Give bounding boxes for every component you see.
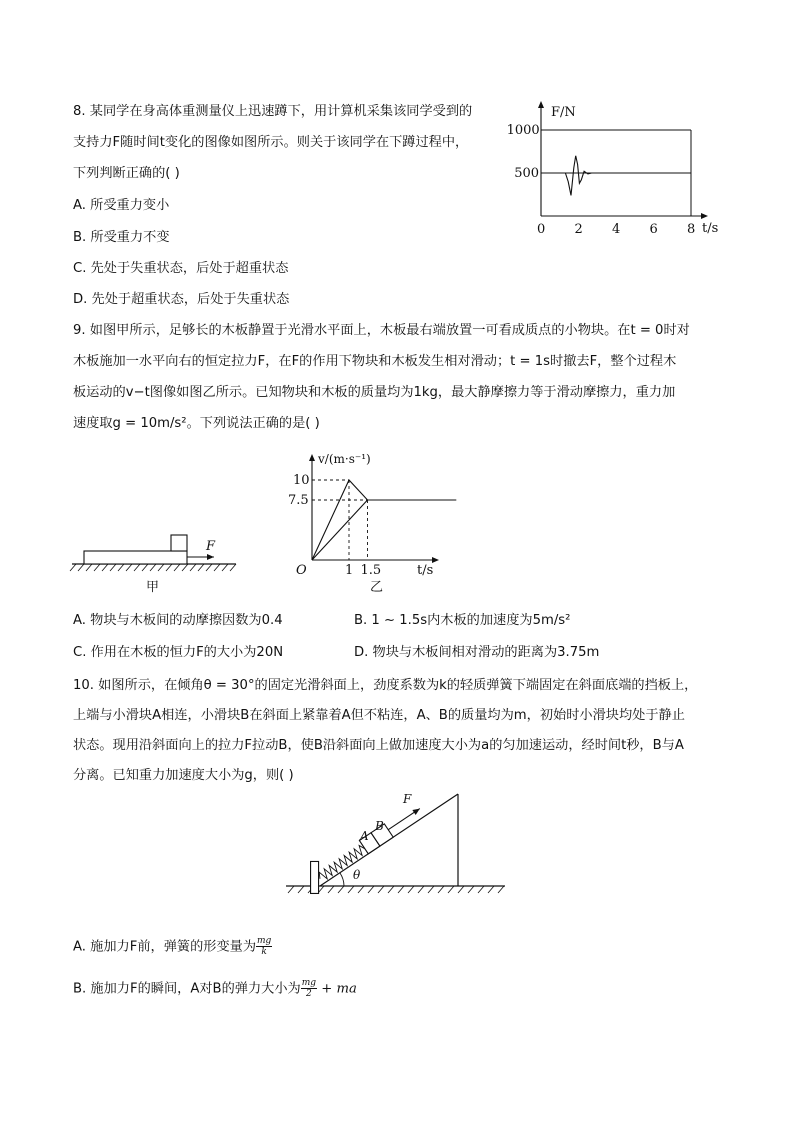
q10-stem-line2: 上端与小滑块A相连，小滑块B在斜面上紧靠着A但不粘连，A、B的质量均为m，初始时小滑块均处于静止	[73, 708, 685, 723]
fraction-denominator: 2	[306, 989, 312, 999]
q9-option-d: D. 物块与木板间相对滑动的距离为3.75m	[354, 645, 600, 660]
label-f: F	[403, 792, 412, 806]
q10-option-b-tail: + ma	[317, 981, 357, 997]
q8-option-a: A. 所受重力变小	[73, 198, 170, 213]
x-tick-label: 0	[537, 222, 546, 237]
q10-stem-line3: 状态。现用沿斜面向上的拉力F拉动B，使B沿斜面向上做加速度大小为a的匀加速运动，经时间t秒，B与A	[73, 738, 684, 753]
x-tick-label: 2	[574, 222, 583, 237]
q9-stem-line3: 板运动的v−t图像如图乙所示。已知物块和木板的质量均为1kg，最大静摩擦力等于滑动摩擦力，重力加	[73, 385, 676, 400]
q9-series	[312, 480, 456, 560]
q10-option-a	[73, 936, 272, 958]
q8-option-d: D. 先处于超重状态，后处于失重状态	[73, 292, 290, 307]
q9-stem-line4: 速度取g = 10m/s²。下列说法正确的是( )	[73, 416, 320, 431]
x-axis-label: t/s	[702, 221, 719, 236]
fraction-numerator: mg	[301, 978, 317, 988]
q10-option-b-fraction	[301, 978, 317, 999]
q10-stem-line4: 分离。已知重力加速度大小为g，则( )	[73, 768, 294, 783]
theta-label: θ	[353, 868, 361, 882]
force-label: F	[206, 539, 216, 554]
pull-force-arrowhead	[412, 806, 421, 815]
q9-labels	[288, 452, 433, 595]
baffle-plate	[311, 861, 319, 893]
q8-option-b: B. 所受重力不变	[73, 230, 170, 245]
label-a: A	[360, 829, 369, 843]
x-axis-label: t/s	[417, 563, 434, 578]
fraction-denominator: k	[261, 947, 267, 957]
ground-hatch	[288, 886, 504, 893]
q10-option-a-fraction	[256, 936, 272, 957]
y-tick-label: 10	[293, 473, 310, 488]
q9-option-a: A. 物块与木板间的动摩擦因数为0.4	[73, 613, 283, 628]
board-velocity-line	[312, 480, 456, 560]
q9-axes	[309, 454, 439, 563]
q10-option-b	[73, 978, 357, 1000]
y-axis-label: v/(m·s⁻¹)	[318, 452, 371, 466]
label-b: B	[375, 819, 384, 833]
y-tick-label: 7.5	[288, 493, 309, 508]
q9-stem-line2: 木板施加一水平向右的恒定拉力F，在F的作用下物块和木板发生相对滑动；t = 1s时撤去F，整个过程木	[73, 354, 677, 369]
fraction-numerator: mg	[257, 936, 272, 946]
block-velocity-line	[312, 500, 368, 560]
y-tick-label: 1000	[506, 123, 540, 138]
x-tick-label: 4	[612, 222, 621, 237]
y-axis-arrow	[309, 454, 315, 461]
x-tick-label: 1.5	[360, 563, 382, 578]
x-tick-label: 6	[649, 222, 658, 237]
q10-option-a-text: A. 施加力F前，弹簧的形变量为	[73, 939, 257, 955]
q9-guides	[312, 480, 368, 560]
fig-yi-caption: 乙	[370, 580, 384, 595]
q8-stem-line1: 8. 某同学在身高体重测量仪上迅速蹲下，用计算机采集该同学受到的	[73, 104, 473, 119]
q10-option-b-text: B. 施加力F的瞬间，A对B的弹力大小为	[73, 981, 301, 997]
x-tick-label: 8	[687, 222, 696, 237]
y-axis-label: F/N	[551, 105, 576, 120]
q9-option-c: C. 作用在木板的恒力F的大小为20N	[73, 645, 284, 660]
fig-jia-caption: 甲	[146, 580, 160, 595]
q8-stem-line3: 下列判断正确的( )	[73, 166, 180, 181]
x-tick-label: 1	[345, 563, 354, 578]
angle-arc	[340, 873, 344, 886]
q9-option-b: B. 1 ~ 1.5s内木板的加速度为5m/s²	[354, 613, 571, 628]
q8-stem-line2: 支持力F随时间t变化的图像如图所示。则关于该同学在下蹲过程中，	[73, 135, 469, 150]
q10-incline-figure	[280, 786, 510, 898]
q9-stem-line1: 9. 如图甲所示，足够长的木板静置于光滑水平面上，木板最右端放置一可看成质点的小物块。在t = 0时对	[73, 323, 690, 338]
incline-objects	[296, 795, 428, 897]
q10-stem-line1: 10. 如图所示，在倾角θ = 30°的固定光滑斜面上，劲度系数为k的轻质弹簧下端固定在斜面底端的挡板上，	[73, 678, 698, 693]
origin-label: O	[296, 563, 307, 578]
q8-option-c: C. 先处于失重状态，后处于超重状态	[73, 261, 289, 276]
y-tick-label: 500	[514, 166, 540, 181]
